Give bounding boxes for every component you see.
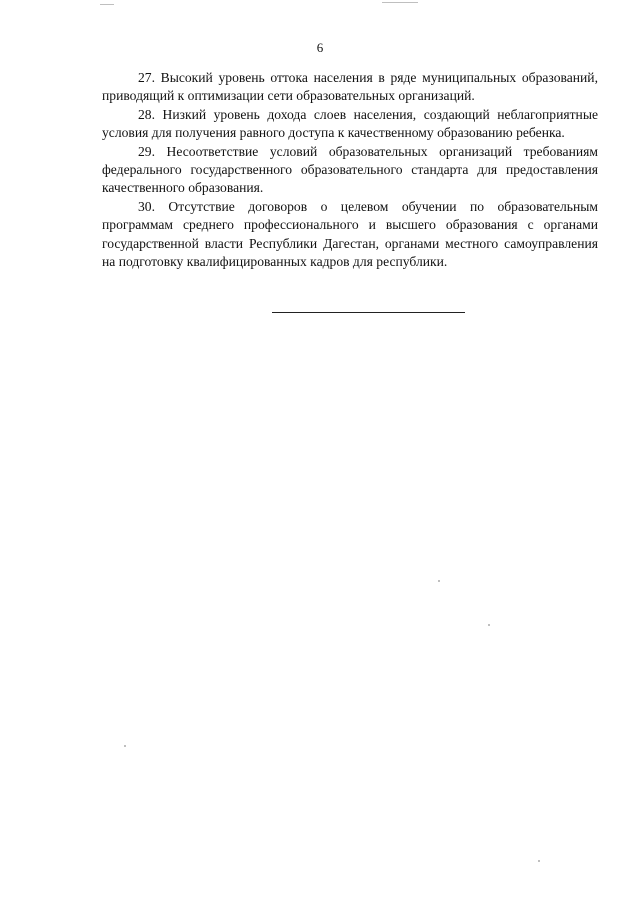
page-number: 6	[316, 40, 324, 55]
scan-mark-dot-1	[438, 580, 440, 582]
scan-mark-top-right	[382, 2, 418, 3]
paragraph-27: 27. Высокий уровень оттока населения в ряде муниципальных образований, приводящий к оптимизации сети образовательных организаций.	[102, 70, 598, 104]
paragraph-28: 28. Низкий уровень дохода слоев населения, создающий неблагоприятные условия для получения равного доступа к качественному образованию ребенка.	[102, 106, 598, 141]
document-body	[102, 69, 598, 271]
paragraph-30: 30. Отсутствие договоров о целевом обучении по образовательным программам среднего профессионального и высшего образования с органами государственной власти Республики Дагестан, органами местного самоуправления на подготовку квалифицированных кадров для республики.	[102, 198, 598, 270]
end-divider-line	[272, 312, 465, 313]
scan-mark-dot-3	[124, 745, 126, 747]
scan-mark-dot-4	[538, 860, 540, 862]
scan-mark-dot-2	[488, 624, 490, 626]
paragraph-29: 29. Несоответствие условий образовательных организаций требованиям федерального государственного образовательного стандарта для предоставления качественного образования.	[102, 143, 598, 196]
scan-mark-top-left	[100, 4, 114, 5]
